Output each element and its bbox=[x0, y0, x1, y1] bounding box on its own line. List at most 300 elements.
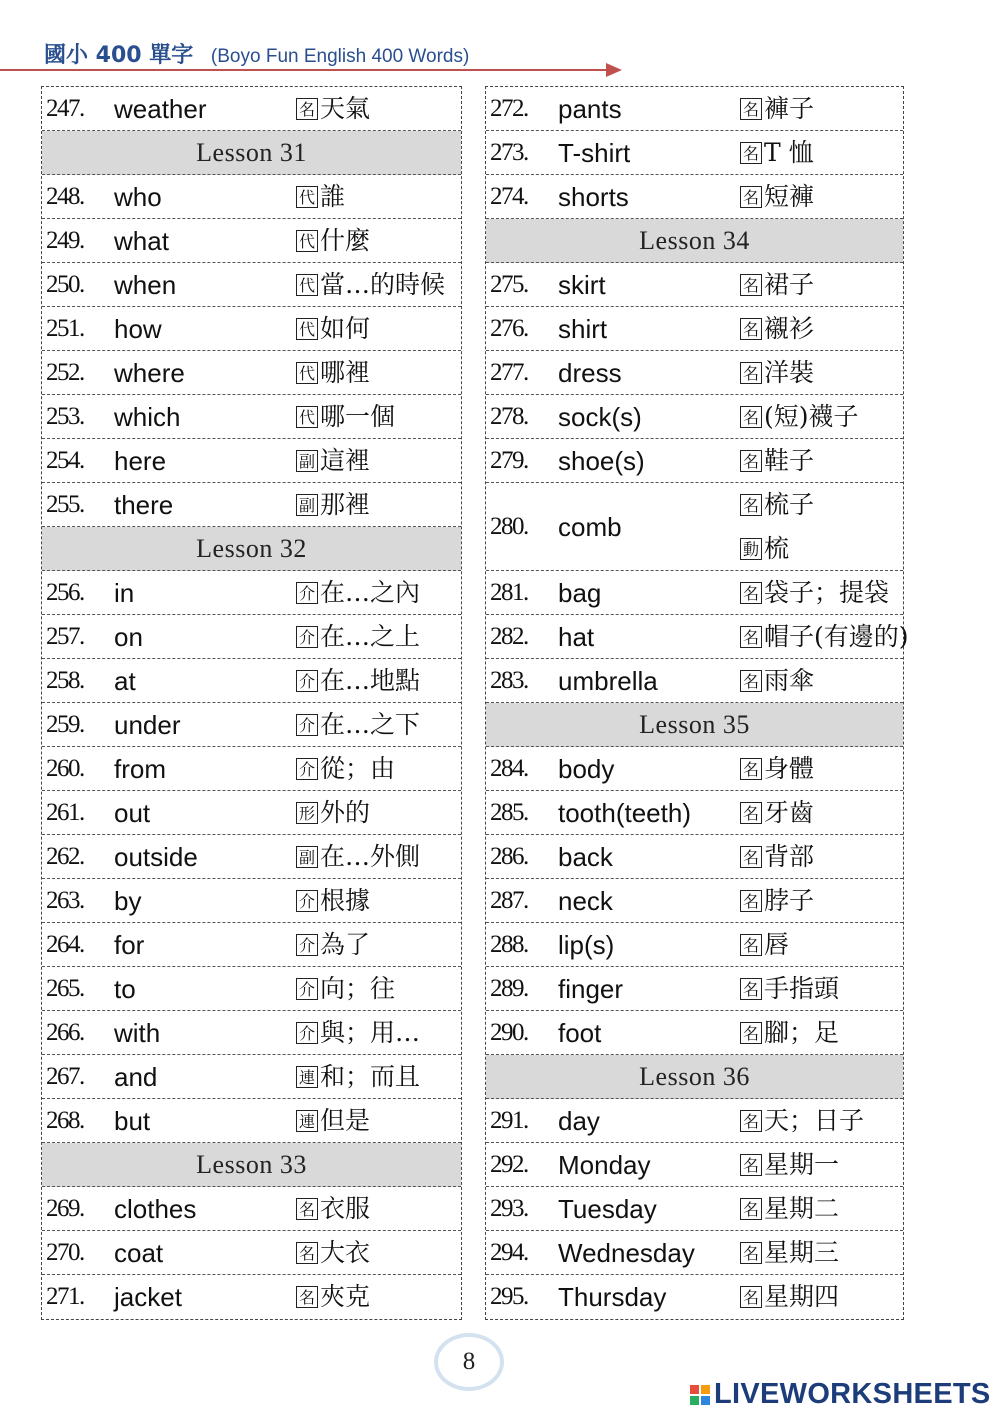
meaning-text: 牙齒 bbox=[764, 798, 815, 827]
meaning-text: 根據 bbox=[320, 886, 371, 915]
chinese-meaning bbox=[740, 923, 789, 967]
word-number: 285. bbox=[490, 799, 528, 826]
chinese-meaning bbox=[296, 1055, 420, 1099]
vocab-row bbox=[486, 1275, 903, 1319]
meaning-text: 洋裝 bbox=[764, 358, 815, 387]
word-number: 276. bbox=[490, 315, 528, 342]
chinese-meaning bbox=[296, 703, 420, 747]
chinese-meaning bbox=[296, 879, 370, 923]
meaning-text: 哪一個 bbox=[320, 402, 396, 431]
meaning-text: 梳 bbox=[764, 534, 790, 563]
vocab-row bbox=[486, 351, 903, 395]
part-of-speech-badge: 名 bbox=[740, 670, 762, 692]
english-word: by bbox=[114, 886, 142, 916]
word-number: 250. bbox=[46, 271, 84, 298]
meaning-text: 與；用… bbox=[320, 1018, 421, 1047]
vocab-row bbox=[42, 395, 461, 439]
meaning-text: 夾克 bbox=[320, 1282, 371, 1311]
vocab-row bbox=[42, 351, 461, 395]
english-word: Thursday bbox=[558, 1282, 667, 1312]
part-of-speech-badge: 介 bbox=[296, 582, 318, 604]
vocab-row bbox=[486, 1187, 903, 1231]
english-word: T-shirt bbox=[558, 138, 631, 168]
english-word: shorts bbox=[558, 182, 629, 212]
part-of-speech-badge: 名 bbox=[740, 318, 762, 340]
word-number: 278. bbox=[490, 403, 528, 430]
vocab-row bbox=[486, 87, 903, 131]
chinese-meaning bbox=[296, 219, 370, 263]
chinese-meaning bbox=[740, 747, 814, 791]
word-number: 290. bbox=[490, 1019, 528, 1046]
word-number: 280. bbox=[490, 513, 528, 540]
meaning-text: 和；而且 bbox=[320, 1062, 421, 1091]
chinese-meaning bbox=[740, 659, 814, 703]
chinese-meaning bbox=[740, 1011, 839, 1055]
word-number: 294. bbox=[490, 1239, 528, 1266]
meaning-text: 向；往 bbox=[320, 974, 396, 1003]
vocab-row bbox=[42, 923, 461, 967]
part-of-speech-badge: 名 bbox=[740, 274, 762, 296]
meaning-text: 星期三 bbox=[764, 1238, 840, 1267]
chinese-meaning bbox=[740, 263, 814, 307]
lesson-header bbox=[486, 703, 903, 747]
lesson-label: Lesson 36 bbox=[639, 1062, 750, 1091]
word-number: 279. bbox=[490, 447, 528, 474]
chinese-meaning bbox=[296, 307, 370, 351]
chinese-meaning bbox=[740, 439, 814, 483]
english-word: tooth(teeth) bbox=[558, 798, 691, 828]
english-word: what bbox=[114, 226, 169, 256]
english-word: with bbox=[114, 1018, 161, 1048]
word-number: 259. bbox=[46, 711, 84, 738]
vocab-row bbox=[42, 1011, 461, 1055]
vocab-row bbox=[486, 1099, 903, 1143]
word-number: 273. bbox=[490, 139, 528, 166]
chinese-meaning bbox=[296, 923, 370, 967]
meaning-text: 雨傘 bbox=[764, 666, 815, 695]
meaning-text: 那裡 bbox=[320, 490, 371, 519]
vocab-row bbox=[486, 791, 903, 835]
vocab-row bbox=[486, 175, 903, 219]
part-of-speech-badge: 代 bbox=[296, 362, 318, 384]
chinese-meaning bbox=[740, 483, 814, 527]
part-of-speech-badge: 介 bbox=[296, 890, 318, 912]
part-of-speech-badge: 名 bbox=[296, 1286, 318, 1308]
vocab-row bbox=[486, 747, 903, 791]
meaning-text: 為了 bbox=[320, 930, 371, 959]
vocab-column-left bbox=[41, 86, 462, 1320]
meaning-text: 脖子 bbox=[764, 886, 815, 915]
vocab-row bbox=[486, 1231, 903, 1275]
english-word: skirt bbox=[558, 270, 606, 300]
liveworksheets-brand[interactable] bbox=[690, 1378, 991, 1411]
part-of-speech-badge: 連 bbox=[296, 1066, 318, 1088]
english-word: for bbox=[114, 930, 145, 960]
part-of-speech-badge: 介 bbox=[296, 626, 318, 648]
english-word: umbrella bbox=[558, 666, 658, 696]
word-number: 258. bbox=[46, 667, 84, 694]
chinese-meaning bbox=[296, 87, 370, 131]
english-word: who bbox=[114, 182, 162, 212]
english-word: under bbox=[114, 710, 181, 740]
word-number: 251. bbox=[46, 315, 84, 342]
chinese-meaning bbox=[740, 571, 889, 615]
word-number: 286. bbox=[490, 843, 528, 870]
english-word: which bbox=[114, 402, 181, 432]
chinese-meaning bbox=[740, 1143, 839, 1187]
vocab-column-right bbox=[485, 86, 909, 1320]
word-number: 270. bbox=[46, 1239, 84, 1266]
meaning-text: 在…外側 bbox=[320, 842, 421, 871]
vocab-row bbox=[486, 439, 903, 483]
part-of-speech-badge: 名 bbox=[740, 1198, 762, 1220]
vocab-row bbox=[486, 615, 909, 659]
logo-square bbox=[701, 1396, 710, 1405]
part-of-speech-badge: 名 bbox=[296, 98, 318, 120]
vocab-row bbox=[42, 1055, 461, 1099]
part-of-speech-badge: 介 bbox=[296, 978, 318, 1000]
meaning-text: 衣服 bbox=[320, 1194, 371, 1223]
chinese-meaning bbox=[740, 307, 814, 351]
english-word: finger bbox=[558, 974, 624, 1004]
meaning-text: 在…地點 bbox=[320, 666, 421, 695]
vocab-row bbox=[486, 967, 903, 1011]
part-of-speech-badge: 動 bbox=[740, 538, 762, 560]
word-number: 275. bbox=[490, 271, 528, 298]
meaning-text: 星期四 bbox=[764, 1282, 840, 1311]
word-number: 262. bbox=[46, 843, 84, 870]
vocab-row bbox=[486, 659, 903, 703]
vocab-row bbox=[42, 1275, 461, 1319]
meaning-text: 星期二 bbox=[764, 1194, 840, 1223]
word-number: 271. bbox=[46, 1283, 84, 1310]
lesson-header bbox=[486, 219, 903, 263]
english-word: here bbox=[114, 446, 167, 476]
chinese-meaning bbox=[296, 747, 395, 791]
vocab-row bbox=[42, 483, 461, 527]
logo-square bbox=[690, 1385, 699, 1394]
meaning-text: 誰 bbox=[320, 182, 346, 211]
page-number: 8 bbox=[434, 1333, 504, 1391]
word-number: 252. bbox=[46, 359, 84, 386]
part-of-speech-badge: 名 bbox=[740, 758, 762, 780]
part-of-speech-badge: 名 bbox=[296, 1198, 318, 1220]
vocab-row bbox=[42, 571, 461, 615]
english-word: how bbox=[114, 314, 162, 344]
chinese-meaning bbox=[740, 1231, 839, 1275]
part-of-speech-badge: 介 bbox=[296, 1022, 318, 1044]
english-word: where bbox=[114, 358, 185, 388]
word-number: 284. bbox=[490, 755, 528, 782]
part-of-speech-badge: 名 bbox=[740, 362, 762, 384]
vocab-row bbox=[486, 879, 903, 923]
english-word: neck bbox=[558, 886, 613, 916]
english-word: in bbox=[114, 578, 135, 608]
meaning-text: 從；由 bbox=[320, 754, 396, 783]
chinese-meaning bbox=[296, 967, 395, 1011]
meaning-text: 短褲 bbox=[764, 182, 815, 211]
english-word: outside bbox=[114, 842, 198, 872]
word-number: 272. bbox=[490, 95, 528, 122]
english-word: shirt bbox=[558, 314, 608, 344]
english-word: Monday bbox=[558, 1150, 651, 1180]
english-word: Wednesday bbox=[558, 1238, 695, 1268]
vocab-row bbox=[42, 835, 461, 879]
part-of-speech-badge: 名 bbox=[740, 1022, 762, 1044]
meaning-text: 哪裡 bbox=[320, 358, 371, 387]
word-number: 247. bbox=[46, 95, 84, 122]
lesson-header bbox=[42, 527, 461, 571]
english-word: from bbox=[114, 754, 166, 784]
word-number: 266. bbox=[46, 1019, 84, 1046]
english-word: when bbox=[114, 270, 177, 300]
chinese-meaning bbox=[296, 439, 370, 483]
logo-square bbox=[690, 1396, 699, 1405]
word-number: 255. bbox=[46, 491, 84, 518]
word-number: 288. bbox=[490, 931, 528, 958]
vocab-row bbox=[42, 1231, 461, 1275]
vocab-row bbox=[486, 263, 903, 307]
chinese-meaning bbox=[296, 483, 370, 527]
part-of-speech-badge: 名 bbox=[740, 978, 762, 1000]
vocab-row bbox=[486, 483, 903, 571]
vocab-row bbox=[486, 923, 903, 967]
chinese-meaning bbox=[740, 395, 859, 439]
chinese-meaning bbox=[296, 395, 395, 439]
chinese-meaning bbox=[296, 1231, 370, 1275]
meaning-text: 手指頭 bbox=[764, 974, 840, 1003]
vocab-row bbox=[42, 219, 461, 263]
word-number: 261. bbox=[46, 799, 84, 826]
word-number: 274. bbox=[490, 183, 528, 210]
vocab-row bbox=[42, 175, 461, 219]
english-word: and bbox=[114, 1062, 158, 1092]
word-number: 292. bbox=[490, 1151, 528, 1178]
lesson-label: Lesson 32 bbox=[196, 534, 307, 563]
chinese-meaning bbox=[740, 835, 814, 879]
meaning-text: 裙子 bbox=[764, 270, 815, 299]
part-of-speech-badge: 名 bbox=[740, 802, 762, 824]
meaning-text: 外的 bbox=[320, 798, 371, 827]
liveworksheets-logo-icon bbox=[690, 1385, 710, 1405]
vocab-row bbox=[42, 659, 461, 703]
word-number: 254. bbox=[46, 447, 84, 474]
vocab-row bbox=[42, 791, 461, 835]
part-of-speech-badge: 名 bbox=[740, 934, 762, 956]
part-of-speech-badge: 名 bbox=[740, 494, 762, 516]
part-of-speech-badge: 代 bbox=[296, 318, 318, 340]
header-arrow-line bbox=[0, 69, 610, 71]
meaning-text: 但是 bbox=[320, 1106, 371, 1135]
word-number: 253. bbox=[46, 403, 84, 430]
word-number: 291. bbox=[490, 1107, 528, 1134]
chinese-meaning bbox=[296, 263, 445, 307]
part-of-speech-badge: 介 bbox=[296, 934, 318, 956]
part-of-speech-badge: 名 bbox=[740, 846, 762, 868]
word-number: 249. bbox=[46, 227, 84, 254]
meaning-text: 星期一 bbox=[764, 1150, 840, 1179]
meaning-text: 這裡 bbox=[320, 446, 371, 475]
vocab-row bbox=[42, 615, 461, 659]
part-of-speech-badge: 名 bbox=[296, 1242, 318, 1264]
part-of-speech-badge: 名 bbox=[740, 582, 762, 604]
chinese-meaning bbox=[740, 879, 814, 923]
word-number: 289. bbox=[490, 975, 528, 1002]
part-of-speech-badge: 介 bbox=[296, 714, 318, 736]
part-of-speech-badge: 名 bbox=[740, 1242, 762, 1264]
logo-square bbox=[701, 1385, 710, 1394]
vocab-row bbox=[486, 1011, 903, 1055]
english-word: pants bbox=[558, 94, 622, 124]
part-of-speech-badge: 介 bbox=[296, 670, 318, 692]
chinese-meaning bbox=[296, 571, 420, 615]
part-of-speech-badge: 名 bbox=[740, 1154, 762, 1176]
word-number: 260. bbox=[46, 755, 84, 782]
chinese-meaning bbox=[296, 351, 370, 395]
english-word: at bbox=[114, 666, 136, 696]
meaning-text: 在…之上 bbox=[320, 622, 421, 651]
meaning-text: 褲子 bbox=[764, 94, 815, 123]
chinese-meaning bbox=[296, 835, 420, 879]
part-of-speech-badge: 名 bbox=[740, 406, 762, 428]
meaning-text: 如何 bbox=[320, 314, 371, 343]
chinese-meaning bbox=[740, 791, 814, 835]
word-number: 248. bbox=[46, 183, 84, 210]
chinese-meaning bbox=[296, 1275, 370, 1319]
vocab-row bbox=[42, 307, 461, 351]
chinese-meaning bbox=[296, 791, 370, 835]
chinese-meaning bbox=[740, 131, 814, 175]
vocab-row bbox=[486, 835, 903, 879]
word-number: 277. bbox=[490, 359, 528, 386]
meaning-text: 身體 bbox=[764, 754, 815, 783]
english-word: out bbox=[114, 798, 151, 828]
page-header bbox=[44, 38, 469, 69]
vocab-row bbox=[42, 879, 461, 923]
chinese-meaning bbox=[740, 615, 909, 659]
meaning-text: 唇 bbox=[764, 930, 790, 959]
part-of-speech-badge: 副 bbox=[296, 846, 318, 868]
lesson-label: Lesson 34 bbox=[639, 226, 750, 255]
vocab-row bbox=[42, 703, 461, 747]
english-word: to bbox=[114, 974, 136, 1004]
part-of-speech-badge: 名 bbox=[740, 450, 762, 472]
header-title: 國小 400 單字 bbox=[44, 43, 194, 68]
vocab-row bbox=[486, 131, 903, 175]
vocab-row bbox=[42, 1099, 461, 1143]
word-number: 283. bbox=[490, 667, 528, 694]
english-word: but bbox=[114, 1106, 151, 1136]
part-of-speech-badge: 名 bbox=[740, 186, 762, 208]
meaning-text: (短)襪子 bbox=[764, 402, 859, 431]
part-of-speech-badge: 名 bbox=[740, 1286, 762, 1308]
english-word: there bbox=[114, 490, 174, 520]
chinese-meaning bbox=[296, 175, 345, 219]
meaning-text: 袋子；提袋 bbox=[764, 578, 890, 607]
word-number: 256. bbox=[46, 579, 84, 606]
part-of-speech-badge: 連 bbox=[296, 1110, 318, 1132]
part-of-speech-badge: 副 bbox=[296, 450, 318, 472]
word-number: 265. bbox=[46, 975, 84, 1002]
meaning-text: 襯衫 bbox=[764, 314, 815, 343]
part-of-speech-badge: 形 bbox=[296, 802, 318, 824]
english-word: day bbox=[558, 1106, 600, 1136]
word-number: 268. bbox=[46, 1107, 84, 1134]
chinese-meaning bbox=[740, 967, 839, 1011]
chinese-meaning bbox=[740, 1187, 839, 1231]
english-word: hat bbox=[558, 622, 595, 652]
part-of-speech-badge: 代 bbox=[296, 186, 318, 208]
meaning-text: 天氣 bbox=[320, 94, 371, 123]
vocab-row bbox=[42, 439, 461, 483]
part-of-speech-badge: 介 bbox=[296, 758, 318, 780]
english-word: bag bbox=[558, 578, 602, 608]
part-of-speech-badge: 名 bbox=[740, 98, 762, 120]
chinese-meaning bbox=[740, 1275, 839, 1319]
chinese-meaning bbox=[296, 1099, 370, 1143]
part-of-speech-badge: 名 bbox=[740, 890, 762, 912]
english-word: sock(s) bbox=[558, 402, 642, 432]
meaning-text: T 恤 bbox=[764, 138, 814, 167]
meaning-text: 梳子 bbox=[764, 490, 815, 519]
arrow-right-icon bbox=[606, 63, 622, 77]
english-word: comb bbox=[558, 512, 622, 542]
part-of-speech-badge: 代 bbox=[296, 230, 318, 252]
vocab-row bbox=[42, 747, 461, 791]
word-number: 287. bbox=[490, 887, 528, 914]
meaning-text: 鞋子 bbox=[764, 446, 815, 475]
word-number: 269. bbox=[46, 1195, 84, 1222]
word-number: 282. bbox=[490, 623, 528, 650]
lesson-label: Lesson 31 bbox=[196, 138, 307, 167]
word-number: 267. bbox=[46, 1063, 84, 1090]
meaning-text: 天；日子 bbox=[764, 1106, 865, 1135]
brand-text: LIVEWORKSHEETS bbox=[714, 1378, 991, 1410]
meaning-text: 背部 bbox=[764, 842, 815, 871]
word-number: 264. bbox=[46, 931, 84, 958]
lesson-header bbox=[42, 1143, 461, 1187]
meaning-text: 帽子(有邊的) bbox=[764, 622, 909, 651]
word-number: 293. bbox=[490, 1195, 528, 1222]
part-of-speech-badge: 名 bbox=[740, 626, 762, 648]
lesson-label: Lesson 33 bbox=[196, 1150, 307, 1179]
lesson-label: Lesson 35 bbox=[639, 710, 750, 739]
meaning-text: 在…之內 bbox=[320, 578, 421, 607]
part-of-speech-badge: 代 bbox=[296, 406, 318, 428]
vocab-row bbox=[42, 967, 461, 1011]
word-number: 281. bbox=[490, 579, 528, 606]
english-word: shoe(s) bbox=[558, 446, 645, 476]
meaning-text: 在…之下 bbox=[320, 710, 421, 739]
chinese-meaning bbox=[296, 1187, 370, 1231]
vocab-row bbox=[486, 395, 903, 439]
chinese-meaning bbox=[740, 527, 789, 571]
english-word: weather bbox=[114, 94, 207, 124]
part-of-speech-badge: 副 bbox=[296, 494, 318, 516]
word-number: 257. bbox=[46, 623, 84, 650]
word-number: 263. bbox=[46, 887, 84, 914]
lesson-header bbox=[486, 1055, 903, 1099]
english-word: coat bbox=[114, 1238, 164, 1268]
vocab-row bbox=[486, 1143, 903, 1187]
english-word: back bbox=[558, 842, 613, 872]
english-word: dress bbox=[558, 358, 622, 388]
english-word: lip(s) bbox=[558, 930, 615, 960]
chinese-meaning bbox=[740, 1099, 864, 1143]
vocab-row bbox=[42, 87, 461, 131]
english-word: body bbox=[558, 754, 615, 784]
chinese-meaning bbox=[740, 87, 814, 131]
